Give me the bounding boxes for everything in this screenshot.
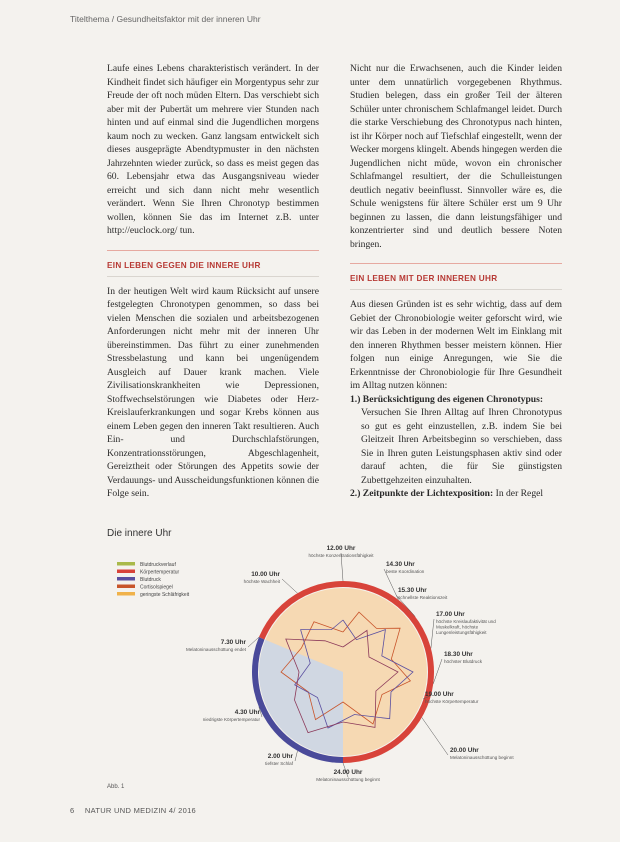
annotation-description: höchste Wachheit — [243, 579, 280, 584]
legend-label: geringste Schläfrigkeit — [140, 592, 190, 598]
list-item — [350, 393, 562, 488]
legend-label: Blutdruck — [140, 577, 161, 583]
right-intro-paragraph: Nicht nur die Erwachsenen, auch die Kinder leiden unter dem unnatürlich vorgegebenen Rhythmus. Studien belegen, dass ein großer Teil der älteren Schüler unter chronischem Schlafmangel leidet. Durch die starke Verschiebung des Chronotypus nach hinten, ist ihr Körper noch auf Tiefschlaf eingestellt, wenn der Wecker morgens klingelt. Abends hingegen werden die Jugendlichen nicht müde, wovon ein chronischer Schlafmangel resultiert, der die Schulleistungen deutlich negativ beeinflusst. Sinnvoller wäre es, die Schule wenigstens für ältere Schüler erst um 9 Uhr beginnen zu lassen, die dann leistungsfähiger und konzentrierter sind und deutlich bessere Noten bringen. — [350, 63, 562, 250]
annotation-time: 20.00 Uhr — [450, 747, 479, 754]
annotation-description: höchster Blutdruck — [444, 659, 483, 664]
annotation-leader — [431, 619, 434, 648]
annotation-description: schnellste Reaktionszeit — [398, 595, 448, 600]
annotation-time: 15.30 Uhr — [398, 587, 427, 594]
annotation-description: Melatoninausschüttung beginnt — [450, 755, 514, 760]
section-heading-left: EIN LEBEN GEGEN DIE INNERE UHR — [107, 250, 319, 277]
right-body-paragraph: Aus diesen Gründen ist es sehr wichtig, dass auf dem Gebiet der Chronobiologie weiter geforscht wird, wie wir das Leben in der modernen Welt im Einklang mit den inneren Rhythmen besser meistern können. Hier folgen nun einige Anregungen, wie Sie die Erkenntnisse der Chronobiologie für Ihre Gesundheit im Alltag nutzen können: — [350, 299, 562, 391]
left-column — [107, 62, 319, 501]
list-item-lead: Zeitpunkte der Lichtexposition: — [362, 488, 494, 499]
list-item-text: In der Regel — [495, 488, 544, 499]
left-intro-paragraph: Laufe eines Lebens charakteristisch verändert. In der Kindheit findet sich häufiger ein Morgentypus sehr zur Freude der oft noch müden Eltern. Das verschiebt sich aber mit der Pubertät um mehrere vier Stunden nach hinten und auf einmal sind die Jugendlichen morgens kaum noch zu wecken. Ganz langsam entwickelt sich dieses ausgeprägte Abendtypmuster in den nächsten Jahrzehnten wieder zurück, so dass es meist gegen das 60. Lebensjahr etwa das Ausgangsniveau wieder erreicht und sich dann nicht mehr wesentlich verändert. Wenn Sie Ihren Chronotyp bestimmen wollen, können Sie das im Internet z.B. unter http://euclock.org/ tun. — [107, 63, 319, 236]
annotation-leader — [422, 718, 448, 756]
list-item-number: 1.) — [350, 393, 361, 405]
annotation-time: 17.00 Uhr — [436, 611, 465, 618]
annotation-time: 24.00 Uhr — [333, 769, 363, 776]
annotation-description: höchste Konzentrationsfähigkeit — [308, 553, 374, 558]
annotation-leader — [295, 751, 298, 761]
annotation-time: 2.00 Uhr — [267, 753, 293, 760]
annotation-time: 4.30 Uhr — [234, 709, 260, 716]
annotation-description: Melatoninausschüttung endet — [185, 647, 246, 652]
annotation-description: Muskelkraft, höchste — [436, 624, 479, 630]
figure-title: Die innere Uhr — [107, 528, 172, 539]
annotation-description: tiefster Schlaf — [265, 761, 293, 766]
tips-list — [350, 393, 562, 501]
legend-swatch — [117, 585, 135, 589]
annotation-description: Lungenleistungsfähigkeit — [436, 630, 487, 635]
annotation-leader — [282, 579, 298, 593]
list-item-text: Versuchen Sie Ihren Alltag auf Ihren Chronotypus so gut es geht einzustellen, z.B. indem Sie bei Gleitzeit Ihren Arbeitsbeginn so verschieben, dass Sie in Ihren guten Leistungsphasen aktiv sind oder darauf achten, die für Sie günstigsten Zubettgehzeiten einzuhalten. — [361, 407, 562, 486]
annotation-description: beste Koordination — [386, 569, 425, 574]
legend-swatch — [117, 592, 135, 596]
page-number: 6 — [70, 806, 75, 815]
left-body-paragraph: In der heutigen Welt wird kaum Rücksicht auf unsere festgelegten Chronotypen genommen, so dass bei vielen Menschen die sozialen und arbeitsbezogenen Anforderungen nicht mehr mit der inneren Uhr übereinstimmen. Das führt zu einer zunehmenden Stressbelastung und kann bei ungenügendem Ausgleich auf Dauer krank machen. Viele Zivilisationskrankheiten wie Depressionen, Stoffwechselstörungen wie Diabetes oder Herz-Kreislauferkrankungen und sogar Krebs können aus einem Leben gegen den inneren Takt resultieren. Auch Ein- und Durchschlafstörungen, Konzentrationsstörungen, Abgeschlagenheit, Gereiztheit oder Störungen des Appetits sowie der Verdauungs- und Ausscheidungsfunktionen können die Folge sein. — [107, 285, 319, 499]
annotation-time: 18.30 Uhr — [444, 651, 473, 658]
legend-label: Blutdruckverlauf — [140, 562, 176, 568]
annotation-time: 19.00 Uhr — [425, 691, 454, 698]
legend-label: Cortisolspiegel — [140, 584, 173, 591]
annotation-description: niedrigste Körpertemperatur — [202, 717, 260, 722]
legend-swatch — [117, 577, 135, 581]
figure-caption: Abb. 1 — [107, 784, 125, 790]
inner-clock-diagram — [100, 536, 530, 786]
annotation-time: 14.30 Uhr — [386, 561, 415, 568]
legend-swatch — [117, 562, 135, 566]
page-footer — [70, 806, 196, 815]
annotation-description: Melatoninausschüttung beginnt — [316, 777, 380, 782]
right-column — [350, 62, 562, 501]
list-item-number: 2.) — [350, 488, 361, 499]
annotation-description: höchste Kreislaufaktivität und — [436, 619, 496, 624]
section-heading-right: EIN LEBEN MIT DER INNEREN UHR — [350, 263, 562, 290]
list-item-lead: Berücksichtigung des eigenen Chronotypus: — [362, 393, 544, 405]
annotation-description: höchste Körpertemperatur — [425, 699, 479, 704]
annotation-time: 10.00 Uhr — [251, 571, 280, 578]
publication-name: NATUR UND MEDIZIN 4/ 2016 — [84, 806, 197, 815]
list-item — [350, 487, 562, 501]
annotation-time: 7.30 Uhr — [220, 639, 246, 646]
annotation-leader — [433, 659, 442, 684]
annotation-time: 12.00 Uhr — [326, 545, 356, 552]
legend-label: Körpertemperatur — [140, 569, 180, 576]
legend-swatch — [117, 570, 135, 574]
running-head: Titelthema / Gesundheitsfaktor mit der inneren Uhr — [70, 14, 261, 24]
